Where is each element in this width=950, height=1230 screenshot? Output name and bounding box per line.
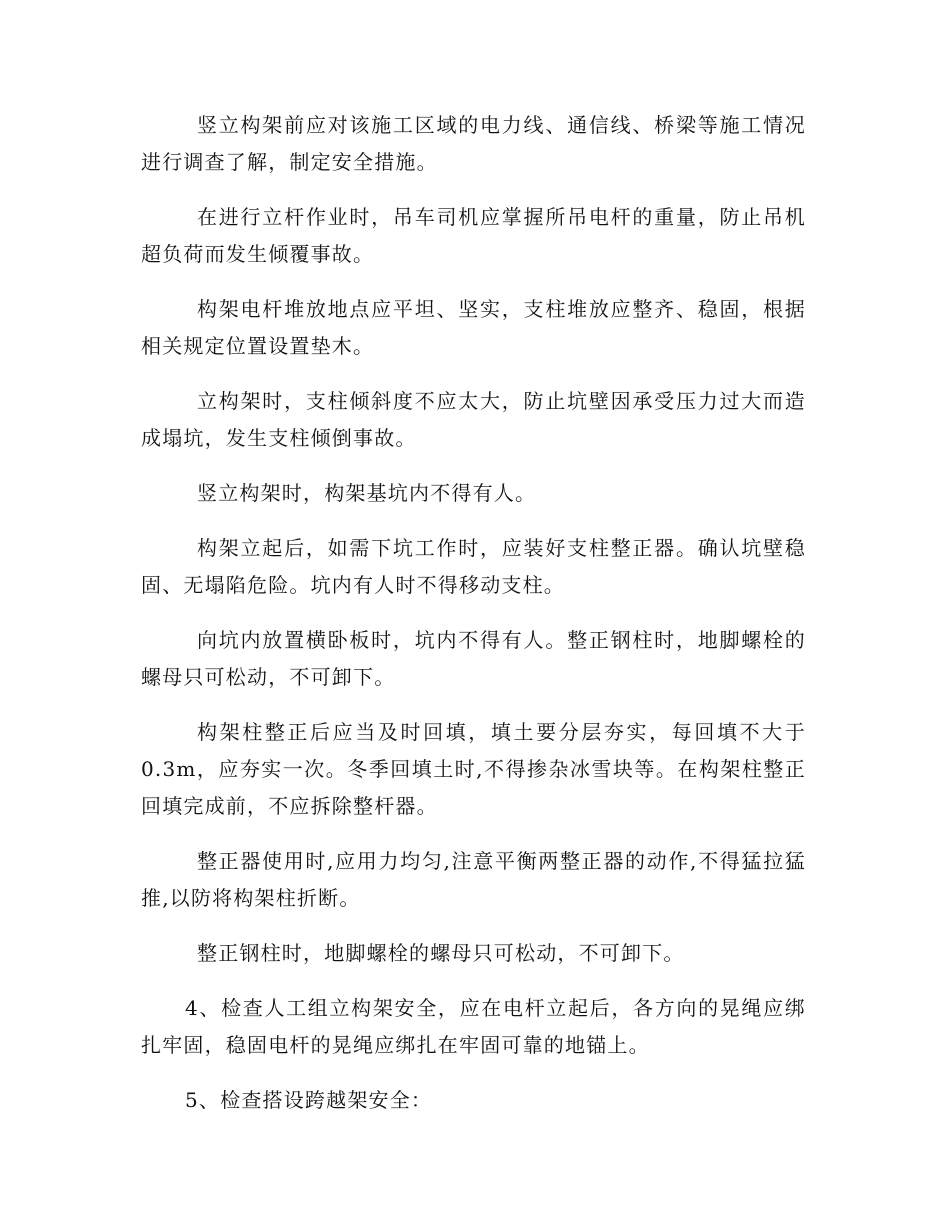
- paragraph-straightener-use: 整正器使用时,应用力均匀,注意平衡两整正器的动作,不得猛拉猛推,以防将构架柱折断。: [141, 849, 806, 910]
- document-body: [141, 107, 806, 1137]
- paragraph-anchor-bolts: 整正钢柱时，地脚螺栓的螺母只可松动，不可卸下。: [197, 941, 685, 965]
- paragraph-pit-clear: 竖立构架时，构架基坑内不得有人。: [197, 481, 537, 505]
- paragraph-straightener-install: 构架立起后，如需下坑工作时，应装好支柱整正器。确认坑壁稳固、无塌陷危险。坑内有人时不得移动支柱。: [141, 536, 806, 597]
- paragraph-cross-board: 向坑内放置横卧板时，坑内不得有人。整正钢柱时，地脚螺栓的螺母只可松动，不可卸下。: [141, 628, 806, 689]
- list-item-5-crossing-frame: 5、检查搭设跨越架安全：: [185, 1088, 433, 1112]
- paragraph-crane-operator: 在进行立杆作业时，吊车司机应掌握所吊电杆的重量，防止吊机超负荷而发生倾覆事故。: [141, 205, 806, 266]
- paragraph-backfill: 构架柱整正后应当及时回填，填土要分层夯实，每回填不大于0.3m，应夯实一次。冬季回填土时,不得掺杂冰雪块等。在构架柱整正回填完成前，不应拆除整杆器。: [141, 720, 806, 818]
- paragraph-pole-tilt: 立构架时，支柱倾斜度不应太大，防止坑壁因承受压力过大而造成塌坑，发生支柱倾倒事故。: [141, 389, 806, 450]
- paragraph-survey-before-erection: 竖立构架前应对该施工区域的电力线、通信线、桥梁等施工情况进行调查了解，制定安全措施。: [141, 113, 806, 174]
- paragraph-pole-storage: 构架电杆堆放地点应平坦、坚实，支柱堆放应整齐、稳固，根据相关规定位置设置垫木。: [141, 297, 806, 358]
- list-item-4-manual-erection: 4、检查人工组立构架安全，应在电杆立起后，各方向的晃绳应绑扎牢固，稳固电杆的晃绳应绑扎在牢固可靠的地锚上。: [141, 996, 806, 1057]
